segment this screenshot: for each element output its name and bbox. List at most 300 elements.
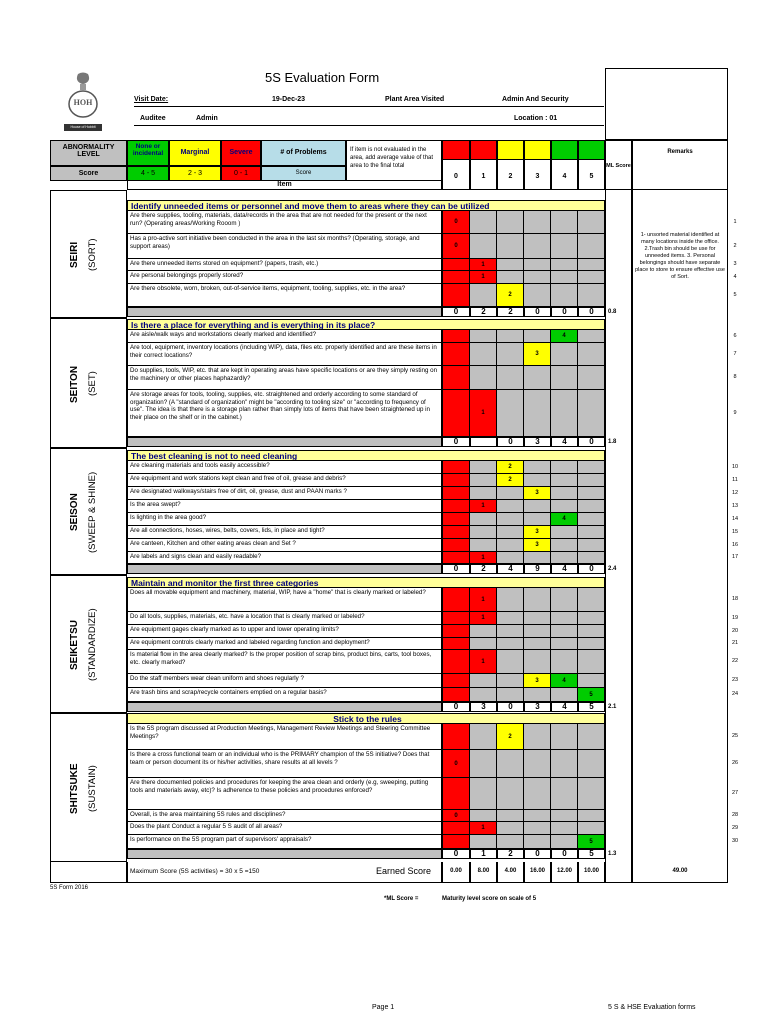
legend-problems-text: # of Problems — [280, 149, 327, 156]
legend-problems — [261, 140, 346, 166]
score-cell[interactable] — [524, 778, 551, 810]
score-cell[interactable] — [497, 390, 524, 437]
score-mark-value: 1 — [481, 410, 485, 416]
score-cell[interactable] — [578, 390, 605, 437]
score-cell[interactable] — [551, 539, 578, 552]
score-mark-2[interactable] — [497, 284, 524, 307]
score-cell[interactable] — [497, 500, 524, 513]
score-cell[interactable] — [442, 650, 470, 674]
score-cell[interactable] — [551, 487, 578, 500]
score-mark-0[interactable] — [442, 750, 470, 778]
score-cell[interactable] — [578, 234, 605, 259]
question-text: Are there unneeded items stored on equipment? (papers, trash, etc.) — [127, 259, 442, 271]
section-total-0: 0 — [442, 437, 470, 447]
score-cell[interactable] — [442, 778, 470, 810]
score-cell[interactable] — [578, 750, 605, 778]
score-cell[interactable] — [442, 588, 470, 612]
score-cell[interactable] — [497, 835, 524, 849]
score-cell[interactable] — [524, 211, 551, 234]
section-title: Maintain and monitor the first three categories — [127, 577, 605, 588]
score-cell[interactable] — [470, 366, 497, 390]
score-mark-value: 0 — [454, 760, 458, 767]
score-cell[interactable] — [578, 778, 605, 810]
score-cell[interactable] — [470, 750, 497, 778]
score-cell[interactable] — [442, 612, 470, 625]
score-cell[interactable] — [551, 366, 578, 390]
question-text: Are tool, equipment, inventory locations (including WIP), data, files etc. properly identified and are these items in their correct locations? — [127, 343, 442, 366]
score-mark-value: 1 — [481, 554, 485, 561]
plant-area-label: Plant Area Visited — [385, 96, 445, 103]
score-cell[interactable] — [497, 330, 524, 343]
score-cell[interactable] — [497, 674, 524, 688]
earned-score-3: 16.00 — [524, 862, 551, 883]
score-cell[interactable] — [470, 513, 497, 526]
legend-none-score-text: 4 - 5 — [140, 170, 155, 177]
score-mark-4[interactable] — [551, 513, 578, 526]
section-total-2: 2 — [497, 849, 524, 859]
score-cell[interactable] — [578, 612, 605, 625]
score-cell[interactable] — [524, 810, 551, 822]
score-cell[interactable] — [470, 330, 497, 343]
row-number: 23 — [731, 677, 739, 683]
score-cell[interactable] — [578, 500, 605, 513]
section-total-spacer — [127, 437, 442, 447]
score-cell[interactable] — [497, 539, 524, 552]
row-number: 14 — [731, 515, 739, 522]
abnormality-level-cell — [50, 140, 127, 166]
score-cell[interactable] — [442, 625, 470, 638]
right-header-box — [605, 68, 728, 140]
score-mark-1[interactable] — [470, 500, 497, 513]
score-cell[interactable] — [470, 284, 497, 307]
score-cell[interactable] — [470, 526, 497, 539]
score-cell[interactable] — [470, 835, 497, 849]
score-cell[interactable] — [551, 588, 578, 612]
total-cell — [632, 862, 728, 883]
ml-note-text: Maturity level score on scale of 5 — [442, 896, 537, 902]
section-total-3: 0 — [524, 849, 551, 859]
score-mark-1[interactable] — [470, 390, 497, 437]
score-cell[interactable] — [442, 638, 470, 650]
score-mark-value: 3 — [535, 351, 539, 357]
section-title: The best cleaning is not to need cleaning — [127, 450, 605, 461]
score-cell[interactable] — [497, 552, 524, 564]
hdr-color-5 — [578, 140, 605, 160]
score-cell[interactable] — [524, 284, 551, 307]
score-cell[interactable] — [524, 688, 551, 702]
score-mark-2[interactable] — [497, 724, 524, 750]
score-cell[interactable] — [578, 284, 605, 307]
score-cell[interactable] — [497, 810, 524, 822]
score-cell[interactable] — [524, 461, 551, 474]
score-mark-value: 2 — [508, 464, 512, 470]
total-value: 49.00 — [672, 868, 688, 874]
score-mark-value: 1 — [481, 596, 485, 603]
question-text: Overall, is the area maintaining 5S rules and disciplines? — [127, 810, 442, 822]
score-cell[interactable] — [524, 835, 551, 849]
score-cell[interactable] — [578, 330, 605, 343]
score-cell[interactable] — [497, 650, 524, 674]
section-subtitle: (SET) — [87, 371, 98, 397]
section-total-3: 0 — [524, 307, 551, 317]
section-total-2: 0 — [497, 702, 524, 712]
score-cell[interactable] — [497, 487, 524, 500]
score-cell[interactable] — [524, 552, 551, 564]
score-cell[interactable] — [578, 343, 605, 366]
row-number: 6 — [733, 332, 737, 339]
ml-score-header — [605, 140, 632, 190]
score-cell[interactable] — [497, 625, 524, 638]
section-label-box — [50, 318, 127, 448]
score-mark-5[interactable] — [578, 688, 605, 702]
score-cell[interactable] — [442, 835, 470, 849]
score-cell[interactable] — [497, 366, 524, 390]
score-cell[interactable] — [578, 625, 605, 638]
ml-note-label: *ML Score = — [384, 896, 419, 902]
location-value: Location : 01 — [514, 115, 558, 122]
earned-score-1: 8.00 — [470, 862, 497, 883]
score-cell[interactable] — [551, 688, 578, 702]
score-cell[interactable] — [578, 539, 605, 552]
score-cell[interactable] — [497, 612, 524, 625]
score-mark-value: 1 — [481, 274, 485, 280]
score-cell[interactable] — [442, 330, 470, 343]
score-cell[interactable] — [524, 724, 551, 750]
section-total-1: 2 — [470, 307, 497, 317]
score-cell[interactable] — [578, 474, 605, 487]
score-mark-value: 4 — [562, 333, 566, 339]
score-cell[interactable] — [470, 724, 497, 750]
score-cell[interactable] — [524, 330, 551, 343]
score-mark-3[interactable] — [524, 487, 551, 500]
ml-score-value: 0.8 — [608, 309, 617, 315]
score-mark-0[interactable] — [442, 234, 470, 259]
score-mark-1[interactable] — [470, 612, 497, 625]
section-total-3: 3 — [524, 437, 551, 447]
section-total-4: 0 — [551, 849, 578, 859]
question-text: Is the 5S program discussed at Production Meetings, Management Review Meetings and Steering Committee Meetings? — [127, 724, 442, 750]
score-mark-1[interactable] — [470, 259, 497, 271]
score-cell[interactable] — [497, 513, 524, 526]
section-total-3: 9 — [524, 564, 551, 574]
score-cell[interactable] — [551, 526, 578, 539]
logo-letters: HOH — [73, 98, 93, 107]
score-mark-value: 1 — [481, 825, 485, 831]
question-text: Are cleaning materials and tools easily accessible? — [127, 461, 442, 474]
score-cell[interactable] — [578, 366, 605, 390]
score-cell[interactable] — [551, 284, 578, 307]
question-text: Are trash bins and scrap/recycle containers emptied on a regular basis? — [127, 688, 442, 702]
score-cell[interactable] — [578, 526, 605, 539]
question-text: Does all movable equipment and machinery, material, WIP, have a "home" that is clearly marked or labeled? — [127, 588, 442, 612]
header-score-5: 5 — [578, 160, 605, 190]
score-cell[interactable] — [442, 284, 470, 307]
score-cell[interactable] — [497, 271, 524, 284]
score-cell[interactable] — [470, 810, 497, 822]
legend-problems-score — [261, 166, 346, 181]
score-cell[interactable] — [551, 552, 578, 564]
score-cell[interactable] — [497, 259, 524, 271]
score-cell[interactable] — [551, 234, 578, 259]
score-cell[interactable] — [578, 822, 605, 835]
section-label-box — [50, 575, 127, 713]
section-title: Stick to the rules — [127, 713, 605, 724]
score-cell[interactable] — [470, 234, 497, 259]
score-mark-value: 2 — [508, 477, 512, 483]
abnormality-level-text: ABNORMALITY LEVEL — [62, 144, 115, 158]
row-number: 28 — [731, 812, 739, 818]
score-cell[interactable] — [497, 526, 524, 539]
question-text: Is lighting in the area good? — [127, 513, 442, 526]
score-mark-0[interactable] — [442, 810, 470, 822]
question-text: Are there documented policies and procedures for keeping the area clean and orderly (e.g, sweeping, putting tools and materials away, etc)? Is adherence to these policies and procedures enforced? — [127, 778, 442, 810]
score-mark-2[interactable] — [497, 474, 524, 487]
section-total-5: 0 — [578, 307, 605, 317]
score-cell[interactable] — [578, 638, 605, 650]
remarks-header-text: Remarks — [667, 149, 693, 155]
score-cell[interactable] — [524, 612, 551, 625]
score-cell[interactable] — [578, 810, 605, 822]
section-subtitle: (SWEEP & SHINE) — [87, 471, 98, 554]
score-cell[interactable] — [524, 234, 551, 259]
section-total-1: 3 — [470, 702, 497, 712]
score-mark-4[interactable] — [551, 674, 578, 688]
score-cell[interactable] — [524, 390, 551, 437]
row-number: 11 — [732, 476, 738, 483]
score-cell[interactable] — [551, 835, 578, 849]
score-label-text: Score — [78, 170, 99, 177]
score-cell[interactable] — [578, 724, 605, 750]
score-mark-0[interactable] — [442, 211, 470, 234]
score-cell[interactable] — [442, 461, 470, 474]
row-number: 19 — [731, 614, 739, 621]
score-cell[interactable] — [497, 822, 524, 835]
score-cell[interactable] — [442, 487, 470, 500]
legend-none-score — [127, 166, 169, 181]
score-cell[interactable] — [524, 588, 551, 612]
score-cell[interactable] — [578, 674, 605, 688]
score-cell[interactable] — [524, 625, 551, 638]
score-cell[interactable] — [442, 674, 470, 688]
score-mark-value: 3 — [535, 529, 539, 535]
score-mark-3[interactable] — [524, 539, 551, 552]
score-cell[interactable] — [551, 625, 578, 638]
score-cell[interactable] — [442, 822, 470, 835]
score-cell[interactable] — [470, 474, 497, 487]
score-cell[interactable] — [470, 778, 497, 810]
score-cell[interactable] — [524, 750, 551, 778]
score-cell[interactable] — [470, 343, 497, 366]
section-label-box — [50, 448, 127, 575]
score-mark-1[interactable] — [470, 552, 497, 564]
section-subtitle: (SORT) — [87, 238, 98, 272]
remarks-text: 1- unsorted material identified at many locations inside the office. 2.Trash bin should be use for unneeded items. 3. Personal belongings should have separate place to store to ensure effective use of Sort. — [635, 232, 725, 280]
row-number: 22 — [731, 658, 739, 664]
row-number: 9 — [733, 409, 737, 416]
legend-item-text: Item — [277, 181, 292, 188]
score-cell[interactable] — [470, 625, 497, 638]
score-cell[interactable] — [524, 822, 551, 835]
score-mark-5[interactable] — [578, 835, 605, 849]
score-cell[interactable] — [497, 343, 524, 366]
score-mark-3[interactable] — [524, 674, 551, 688]
score-cell[interactable] — [470, 211, 497, 234]
score-cell[interactable] — [551, 822, 578, 835]
legend-marginal-score — [169, 166, 221, 181]
score-cell[interactable] — [578, 487, 605, 500]
section-total-2: 2 — [497, 307, 524, 317]
row-number: 12 — [731, 489, 739, 496]
score-cell[interactable] — [442, 366, 470, 390]
score-cell[interactable] — [524, 271, 551, 284]
row-number: 5 — [733, 291, 737, 298]
row-number: 3 — [733, 261, 737, 267]
score-mark-value: 2 — [508, 292, 512, 298]
score-mark-1[interactable] — [470, 650, 497, 674]
score-cell[interactable] — [551, 259, 578, 271]
score-mark-value: 0 — [454, 243, 458, 249]
row-number: 16 — [731, 541, 739, 548]
section-title: Identify unneeded items or personnel and move them to areas where they can be utilized — [127, 200, 605, 211]
score-cell[interactable] — [551, 638, 578, 650]
score-cell[interactable] — [470, 487, 497, 500]
header-score-4: 4 — [551, 160, 578, 190]
ml-score-value: 2.4 — [608, 566, 617, 572]
score-cell[interactable] — [578, 513, 605, 526]
score-cell[interactable] — [442, 343, 470, 366]
row-number: 13 — [731, 502, 739, 509]
score-cell[interactable] — [524, 366, 551, 390]
max-score-text: Maximum Score (5S activities) = 30 x 5 =150 — [130, 868, 260, 875]
score-mark-3[interactable] — [524, 343, 551, 366]
section-total-1: 2 — [470, 564, 497, 574]
section-total-3: 3 — [524, 702, 551, 712]
score-mark-value: 1 — [481, 658, 485, 665]
earned-score-2: 4.00 — [497, 862, 524, 883]
row-number: 24 — [731, 691, 739, 697]
score-mark-value: 0 — [454, 812, 458, 819]
score-cell[interactable] — [497, 588, 524, 612]
score-cell[interactable] — [470, 539, 497, 552]
score-cell[interactable] — [442, 688, 470, 702]
score-mark-3[interactable] — [524, 526, 551, 539]
section-subtitle: (STANDARDIZE) — [87, 608, 98, 682]
question-text: Are labels and signs clean and easily readable? — [127, 552, 442, 564]
score-mark-1[interactable] — [470, 271, 497, 284]
ml-score-header-text: ML Score — [606, 163, 631, 169]
score-mark-1[interactable] — [470, 588, 497, 612]
visit-date-label: Visit Date: — [134, 96, 169, 103]
score-mark-1[interactable] — [470, 822, 497, 835]
score-cell[interactable] — [524, 650, 551, 674]
section-total-5: 0 — [578, 437, 605, 447]
score-cell[interactable] — [524, 500, 551, 513]
score-cell[interactable] — [497, 688, 524, 702]
score-mark-4[interactable] — [551, 330, 578, 343]
score-cell[interactable] — [578, 588, 605, 612]
remarks-column — [632, 190, 728, 883]
score-cell[interactable] — [578, 650, 605, 674]
score-cell[interactable] — [442, 271, 470, 284]
question-text: Are designated walkways/stairs free of dirt, oil, grease, dust and PAAN marks ? — [127, 487, 442, 500]
score-cell[interactable] — [551, 211, 578, 234]
visit-date-underline — [134, 106, 604, 107]
score-cell[interactable] — [524, 513, 551, 526]
score-cell[interactable] — [578, 461, 605, 474]
score-cell[interactable] — [524, 259, 551, 271]
score-cell[interactable] — [578, 259, 605, 271]
score-cell[interactable] — [524, 638, 551, 650]
score-cell[interactable] — [442, 500, 470, 513]
section-total-4: 4 — [551, 564, 578, 574]
score-cell[interactable] — [442, 539, 470, 552]
score-cell[interactable] — [470, 688, 497, 702]
score-cell[interactable] — [497, 750, 524, 778]
score-cell[interactable] — [551, 343, 578, 366]
score-cell[interactable] — [551, 778, 578, 810]
legend-marginal-text: Marginal — [180, 149, 210, 156]
section-name: SEIRI — [69, 241, 80, 269]
score-cell[interactable] — [551, 500, 578, 513]
row-number: 8 — [733, 374, 737, 380]
score-cell[interactable] — [578, 271, 605, 284]
score-mark-value: 5 — [589, 691, 593, 698]
score-cell[interactable] — [442, 552, 470, 564]
legend-note — [346, 140, 442, 181]
score-cell[interactable] — [551, 461, 578, 474]
score-cell[interactable] — [551, 724, 578, 750]
score-cell[interactable] — [442, 390, 470, 437]
header-score-0: 0 — [442, 160, 470, 190]
score-cell[interactable] — [442, 259, 470, 271]
score-mark-value: 1 — [481, 615, 485, 621]
question-text: Does the plant Conduct a regular 5 S audit of all areas? — [127, 822, 442, 835]
score-cell[interactable] — [497, 778, 524, 810]
legend-problems-score-text: Score — [295, 170, 312, 176]
question-text: Are equipment controls clearly marked and labeled regarding function and deployment? — [127, 638, 442, 650]
score-cell[interactable] — [578, 211, 605, 234]
score-cell[interactable] — [551, 750, 578, 778]
page-title: 5S Evaluation Form — [265, 70, 380, 85]
score-cell[interactable] — [442, 724, 470, 750]
question-text: Are equipment gages clearly marked as to upper and lower operating limits? — [127, 625, 442, 638]
section-total-spacer — [127, 307, 442, 317]
section-label-box — [50, 190, 127, 318]
score-cell[interactable] — [578, 552, 605, 564]
score-cell[interactable] — [442, 474, 470, 487]
score-cell[interactable] — [551, 650, 578, 674]
score-cell[interactable] — [470, 674, 497, 688]
score-cell[interactable] — [470, 461, 497, 474]
header-score-1: 1 — [470, 160, 497, 190]
question-text: Do all tools, supplies, materials, etc. have a location that is clearly marked or labeled? — [127, 612, 442, 625]
score-mark-2[interactable] — [497, 461, 524, 474]
earned-score-label: Earned Score — [376, 866, 432, 876]
score-cell[interactable] — [551, 474, 578, 487]
question-text: Is there a cross functional team or an individual who is the PRIMARY champion of the 5S initiative? Does that team or person document its or his/her activities, share results at all levels ? — [127, 750, 442, 778]
score-cell[interactable] — [551, 390, 578, 437]
score-cell[interactable] — [442, 526, 470, 539]
score-cell[interactable] — [470, 638, 497, 650]
score-cell[interactable] — [497, 234, 524, 259]
score-cell[interactable] — [497, 638, 524, 650]
score-cell[interactable] — [551, 612, 578, 625]
score-cell[interactable] — [497, 211, 524, 234]
score-cell[interactable] — [524, 474, 551, 487]
score-cell[interactable] — [442, 513, 470, 526]
score-cell[interactable] — [551, 810, 578, 822]
score-cell[interactable] — [551, 271, 578, 284]
